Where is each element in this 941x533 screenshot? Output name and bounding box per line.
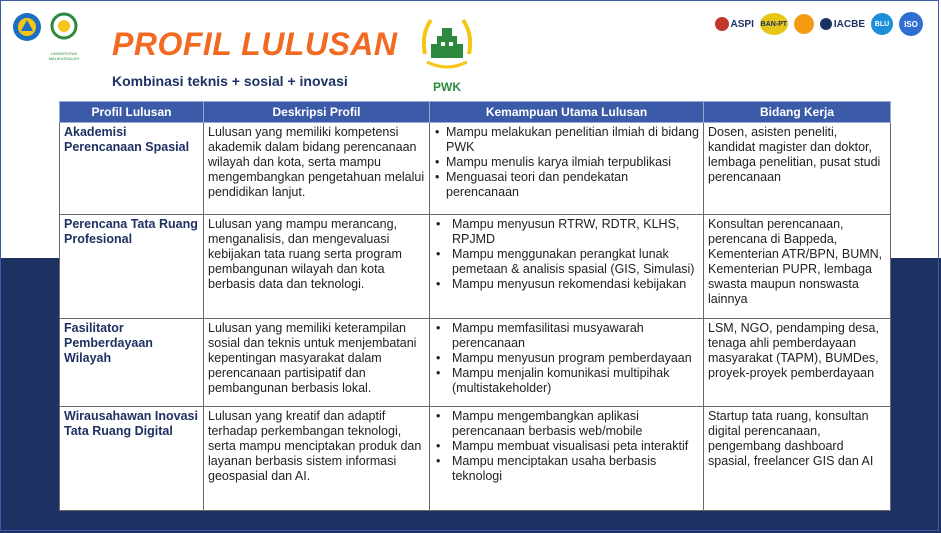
- column-header: Kemampuan Utama Lulusan: [430, 102, 704, 123]
- bidang-cell: Startup tata ruang, konsultan digital perencanaan, pengembang dashboard spasial, freelancer GIS dan AI: [704, 407, 891, 511]
- blu-icon: BLU: [871, 13, 893, 35]
- table-row: [60, 123, 891, 215]
- aspi-icon: [715, 17, 729, 31]
- list-item: • Mampu menjalin komunikasi multipihak (multistakeholder): [434, 366, 699, 396]
- kemampuan-cell: [430, 123, 704, 215]
- profil-lulusan-table: [59, 101, 891, 511]
- table-row: [60, 215, 891, 319]
- bidang-cell: LSM, NGO, pendamping desa, tenaga ahli pemberdayaan masyarakat (TAPM), BUMDes, proyek-proyek pemberdayaan: [704, 319, 891, 407]
- list-item: • Mampu melakukan penelitian ilmiah di bidang PWK: [434, 125, 699, 155]
- profil-cell: Fasilitator Pemberdayaan Wilayah: [60, 319, 204, 407]
- partner-logos: [715, 12, 923, 36]
- list-item: • Mampu menulis karya ilmiah terpublikasi: [434, 155, 699, 170]
- column-header: Profil Lulusan: [60, 102, 204, 123]
- aspi-logo: ASPI: [715, 17, 754, 31]
- blu-logo: [871, 13, 893, 35]
- page-title: PROFIL LULUSAN: [112, 26, 398, 62]
- iacbe-logo: IACBE: [820, 18, 865, 30]
- sun-emblem-icon: [794, 14, 814, 34]
- bidang-cell: Dosen, asisten peneliti, kandidat magister dan doktor, lembaga penelitian, pusat studi perencanaan: [704, 123, 891, 215]
- list-item: • Mampu menciptakan usaha berbasis teknologi: [434, 454, 699, 484]
- university-logo: [48, 12, 84, 61]
- bidang-cell: Konsultan perencanaan, perencana di Bappeda, Kementerian ATR/BPN, BUMN, Kementerian PUPR, lembaga swasta maupun nonswasta lainnya: [704, 215, 891, 319]
- list-item: • Mampu menggunakan perangkat lunak pemetaan & analisis spasial (GIS, Simulasi): [434, 247, 699, 277]
- table-row: [60, 407, 891, 511]
- tut-wuri-logo: [12, 12, 42, 47]
- university-label: UNIVERSITAS MALIKUSSALEH: [48, 51, 80, 61]
- iso-icon: ISO: [899, 12, 923, 36]
- list-item: • Mampu mengembangkan aplikasi perencanaan berbasis web/mobile: [434, 409, 699, 439]
- kemampuan-cell: [430, 319, 704, 407]
- deskripsi-cell: Lulusan yang memiliki keterampilan sosial dan teknis untuk menjembatani kepentingan masyarakat dalam perencanaan partisipatif dan pembangunan berbasis lokal.: [204, 319, 430, 407]
- kemampuan-cell: [430, 215, 704, 319]
- profil-cell: Perencana Tata Ruang Profesional: [60, 215, 204, 319]
- list-item: • Mampu menyusun program pemberdayaan: [434, 351, 699, 366]
- pwk-logo: [417, 14, 477, 94]
- deskripsi-cell: Lulusan yang mampu merancang, menganalisis, dan mengevaluasi kebijakan tata ruang serta program pembangunan wilayah dan kota berbasis data dan teknologi.: [204, 215, 430, 319]
- page-subtitle: Kombinasi teknis + sosial + inovasi: [112, 73, 348, 89]
- ban-pt-icon: BAN-PT: [760, 13, 788, 35]
- list-item: • Mampu menyusun RTRW, RDTR, KLHS, RPJMD: [434, 217, 699, 247]
- pwk-label: PWK: [433, 80, 461, 94]
- deskripsi-cell: Lulusan yang kreatif dan adaptif terhadap perkembangan teknologi, serta mampu menciptakan produk dan layanan berbasis sistem informasi geospasial dan AI.: [204, 407, 430, 511]
- list-item: • Mampu memfasilitasi musyawarah perencanaan: [434, 321, 699, 351]
- column-header: Deskripsi Profil: [204, 102, 430, 123]
- table-row: [60, 319, 891, 407]
- list-item: • Menguasai teori dan pendekatan perencanaan: [434, 170, 699, 200]
- list-item: • Mampu membuat visualisasi peta interaktif: [434, 439, 699, 454]
- profil-cell: Akademisi Perencanaan Spasial: [60, 123, 204, 215]
- iso-logo: [899, 12, 923, 36]
- sun-logo: [794, 14, 814, 34]
- iacbe-icon: [820, 18, 832, 30]
- kemampuan-cell: [430, 407, 704, 511]
- pwk-emblem-icon: [417, 14, 477, 76]
- table-header-row: [60, 102, 891, 123]
- ban-pt-logo: [760, 13, 788, 35]
- deskripsi-cell: Lulusan yang memiliki kompetensi akademik dalam bidang perencanaan wilayah dan kota, serta mampu mengembangkan pengetahuan melalui pendidikan lanjut.: [204, 123, 430, 215]
- profil-cell: Wirausahawan Inovasi Tata Ruang Digital: [60, 407, 204, 511]
- list-item: • Mampu menyusun rekomendasi kebijakan: [434, 277, 699, 292]
- column-header: Bidang Kerja: [704, 102, 891, 123]
